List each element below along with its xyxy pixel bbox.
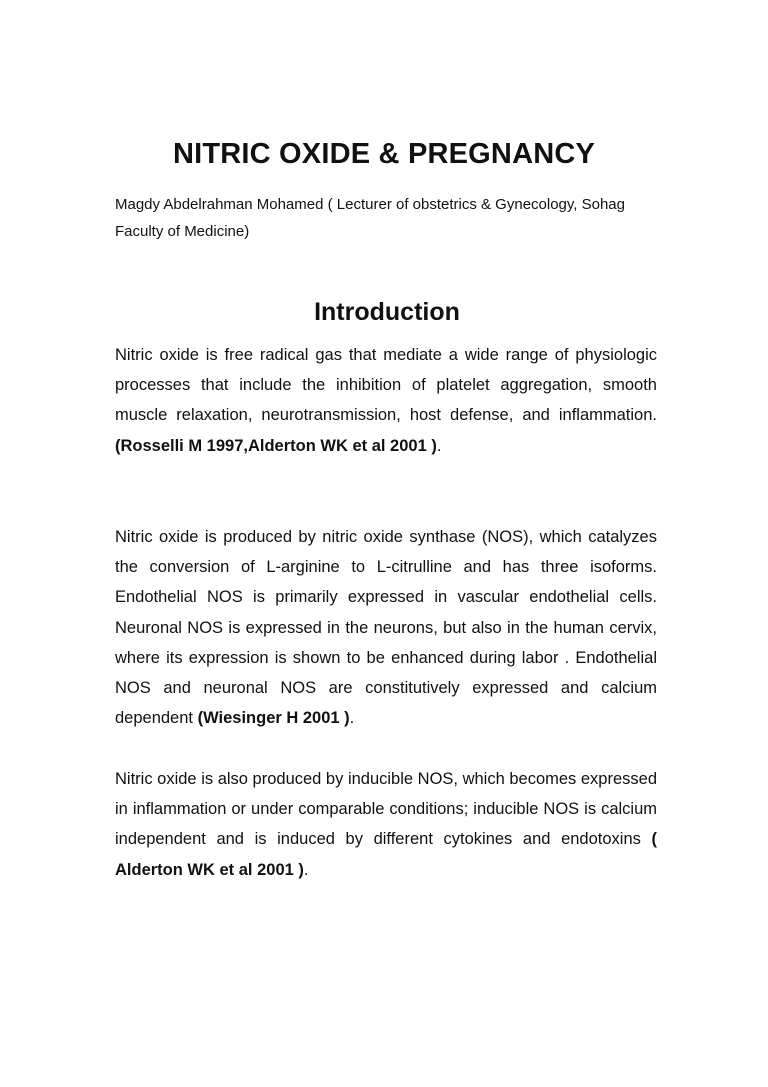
paragraph-text: Nitric oxide is free radical gas that mediate a wide range of physiologic processes that include the inhibition of platelet aggregation, smooth muscle relaxation, neurotransmission, host defense, and inflammation. — [115, 346, 657, 425]
paragraph — [115, 522, 657, 733]
citation: (Rosselli M 1997,Alderton WK et al 2001 ) — [115, 436, 437, 455]
document-title: NITRIC OXIDE & PREGNANCY — [172, 138, 596, 170]
paragraph-text: Nitric oxide is produced by nitric oxide synthase (NOS), which catalyzes the conversion of L-arginine to L-citrulline and has three isoforms. Endothelial NOS is primarily expressed in vascular endothelial cells. Neuronal NOS is expressed in the neurons, but also in the human cervix, where its expression is shown to be enhanced during labor . Endothelial NOS and neuronal NOS are constitutively expressed and calcium dependent — [115, 528, 657, 728]
paragraph-end: . — [436, 436, 442, 455]
paragraph — [115, 764, 657, 885]
section-heading-introduction: Introduction — [314, 298, 460, 326]
author-line: Magdy Abdelrahman Mohamed ( Lecturer of obstetrics & Gynecology, Sohag Faculty of Medicine) — [115, 196, 625, 240]
citation: ( Alderton WK et al 2001 ) — [115, 830, 657, 879]
paragraph-text: Nitric oxide is also produced by inducible NOS, which becomes expressed in inflammation or under comparable conditions; inducible NOS is calcium independent and is induced by different cytokines and endotoxins — [115, 770, 658, 849]
paragraph-end: . — [303, 860, 309, 879]
paragraph-end: . — [349, 709, 355, 728]
paragraph — [115, 340, 657, 461]
citation: (Wiesinger H 2001 ) — [197, 709, 350, 728]
